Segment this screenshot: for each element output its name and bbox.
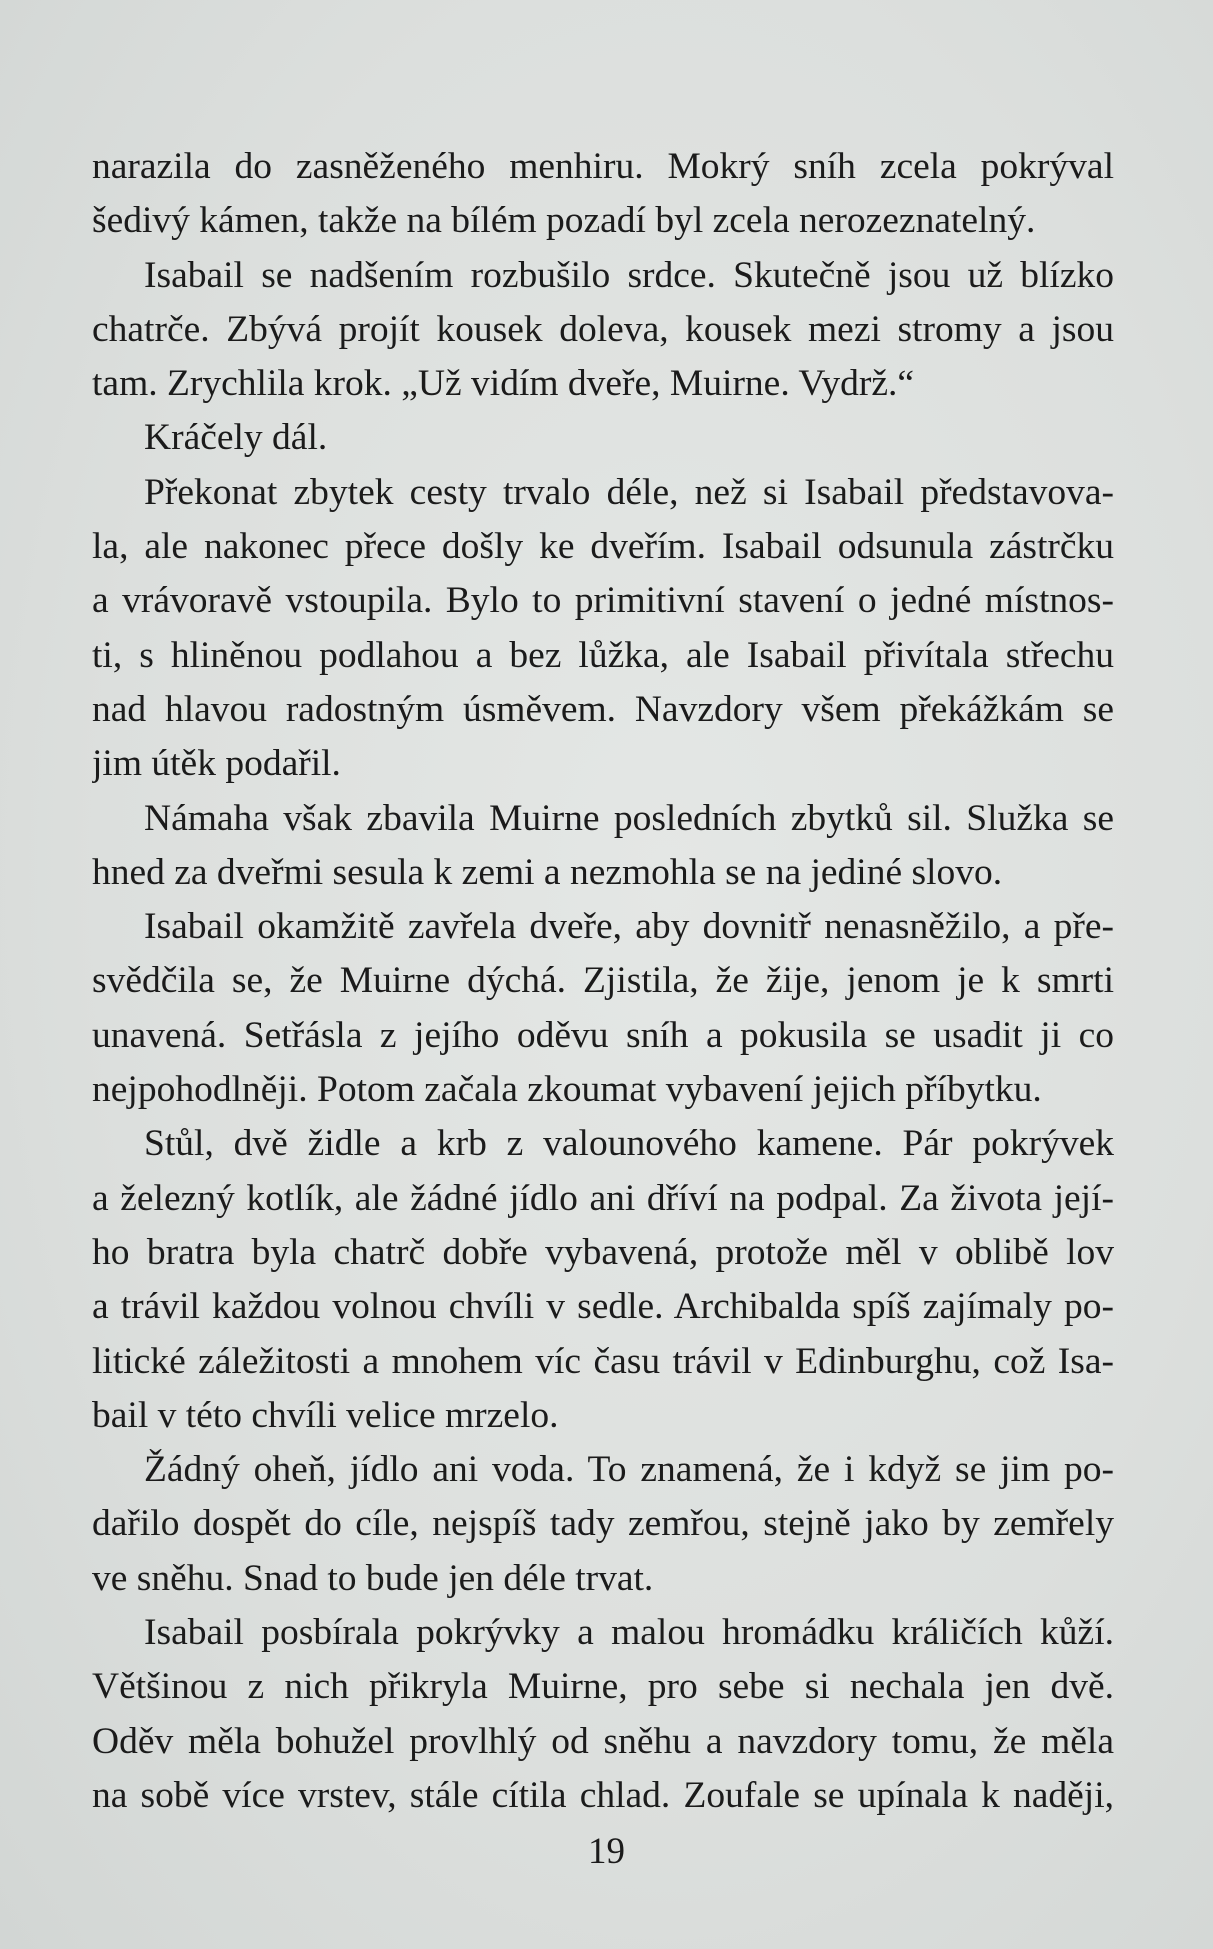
- text-line: svědčila se, že Muirne dýchá. Zjistila, že žije, jenom je k smrti: [92, 960, 1114, 1002]
- text-line: Oděv měla bohužel provlhlý od sněhu a navzdory tomu, že měla: [92, 1720, 1114, 1762]
- text-line: Většinou z nich přikryla Muirne, pro sebe si nechala jen dvě.: [92, 1666, 1114, 1708]
- page-number: 19: [588, 1831, 625, 1872]
- text-line: Žádný oheň, jídlo ani voda. To znamená, že i když se jim po-: [144, 1449, 1114, 1491]
- text-line: ve sněhu. Snad to bude jen déle trvat.: [92, 1557, 654, 1599]
- text-line: na sobě více vrstev, stále cítila chlad. Zoufale se upínala k naději,: [92, 1774, 1114, 1816]
- text-line: litické záležitosti a mnohem víc času trávil v Edinburghu, což Isa-: [92, 1340, 1114, 1382]
- text-line: Námaha však zbavila Muirne posledních zbytků sil. Služka se: [144, 797, 1114, 839]
- text-line: nejpohodlněji. Potom začala zkoumat vybavení jejich příbytku.: [92, 1069, 1042, 1111]
- text-line: šedivý kámen, takže na bílém pozadí byl zcela nerozeznatelný.: [92, 200, 1036, 242]
- text-line: Isabail posbírala pokrývky a malou hromádku králičích kůží.: [144, 1612, 1114, 1654]
- text-line: Kráčely dál.: [144, 417, 328, 459]
- text-line: a železný kotlík, ale žádné jídlo ani dříví na podpal. Za života její-: [92, 1177, 1114, 1219]
- text-line: ti, s hliněnou podlahou a bez lůžka, ale Isabail přivítala střechu: [92, 634, 1114, 676]
- text-line: bail v této chvíli velice mrzelo.: [92, 1394, 559, 1436]
- text-line: Isabail se nadšením rozbušilo srdce. Skutečně jsou už blízko: [144, 254, 1114, 296]
- text-line: Překonat zbytek cesty trvalo déle, než si Isabail představova-: [144, 471, 1114, 513]
- text-line: nad hlavou radostným úsměvem. Navzdory všem překážkám se: [92, 688, 1114, 730]
- text-line: dařilo dospět do cíle, nejspíš tady zemřou, stejně jako by zemřely: [92, 1503, 1114, 1545]
- text-line: tam. Zrychlila krok. „Už vidím dveře, Muirne. Vydrž.“: [92, 363, 914, 405]
- text-line: Isabail okamžitě zavřela dveře, aby dovnitř nenasněžilo, a pře-: [144, 906, 1114, 948]
- text-line: chatrče. Zbývá projít kousek doleva, kousek mezi stromy a jsou: [92, 308, 1114, 350]
- text-line: la, ale nakonec přece došly ke dveřím. Isabail odsunula zástrčku: [92, 526, 1114, 568]
- text-line: narazila do zasněženého menhiru. Mokrý sníh zcela pokrýval: [92, 146, 1114, 187]
- text-line: unavená. Setřásla z jejího oděvu sníh a pokusila se usadit ji co: [92, 1014, 1114, 1056]
- text-line: jim útěk podařil.: [92, 743, 341, 785]
- text-line: ho bratra byla chatrč dobře vybavená, protože měl v oblibě lov: [92, 1231, 1114, 1273]
- text-line: hned za dveřmi sesula k zemi a nezmohla se na jediné slovo.: [92, 851, 1003, 893]
- page-text: [92, 140, 1114, 1823]
- text-line: a vrávoravě vstoupila. Bylo to primitivní stavení o jedné místnos-: [92, 580, 1114, 622]
- text-line: a trávil každou volnou chvíli v sedle. Archibalda spíš zajímaly po-: [92, 1286, 1114, 1328]
- text-line: Stůl, dvě židle a krb z valounového kamene. Pár pokrývek: [144, 1123, 1114, 1165]
